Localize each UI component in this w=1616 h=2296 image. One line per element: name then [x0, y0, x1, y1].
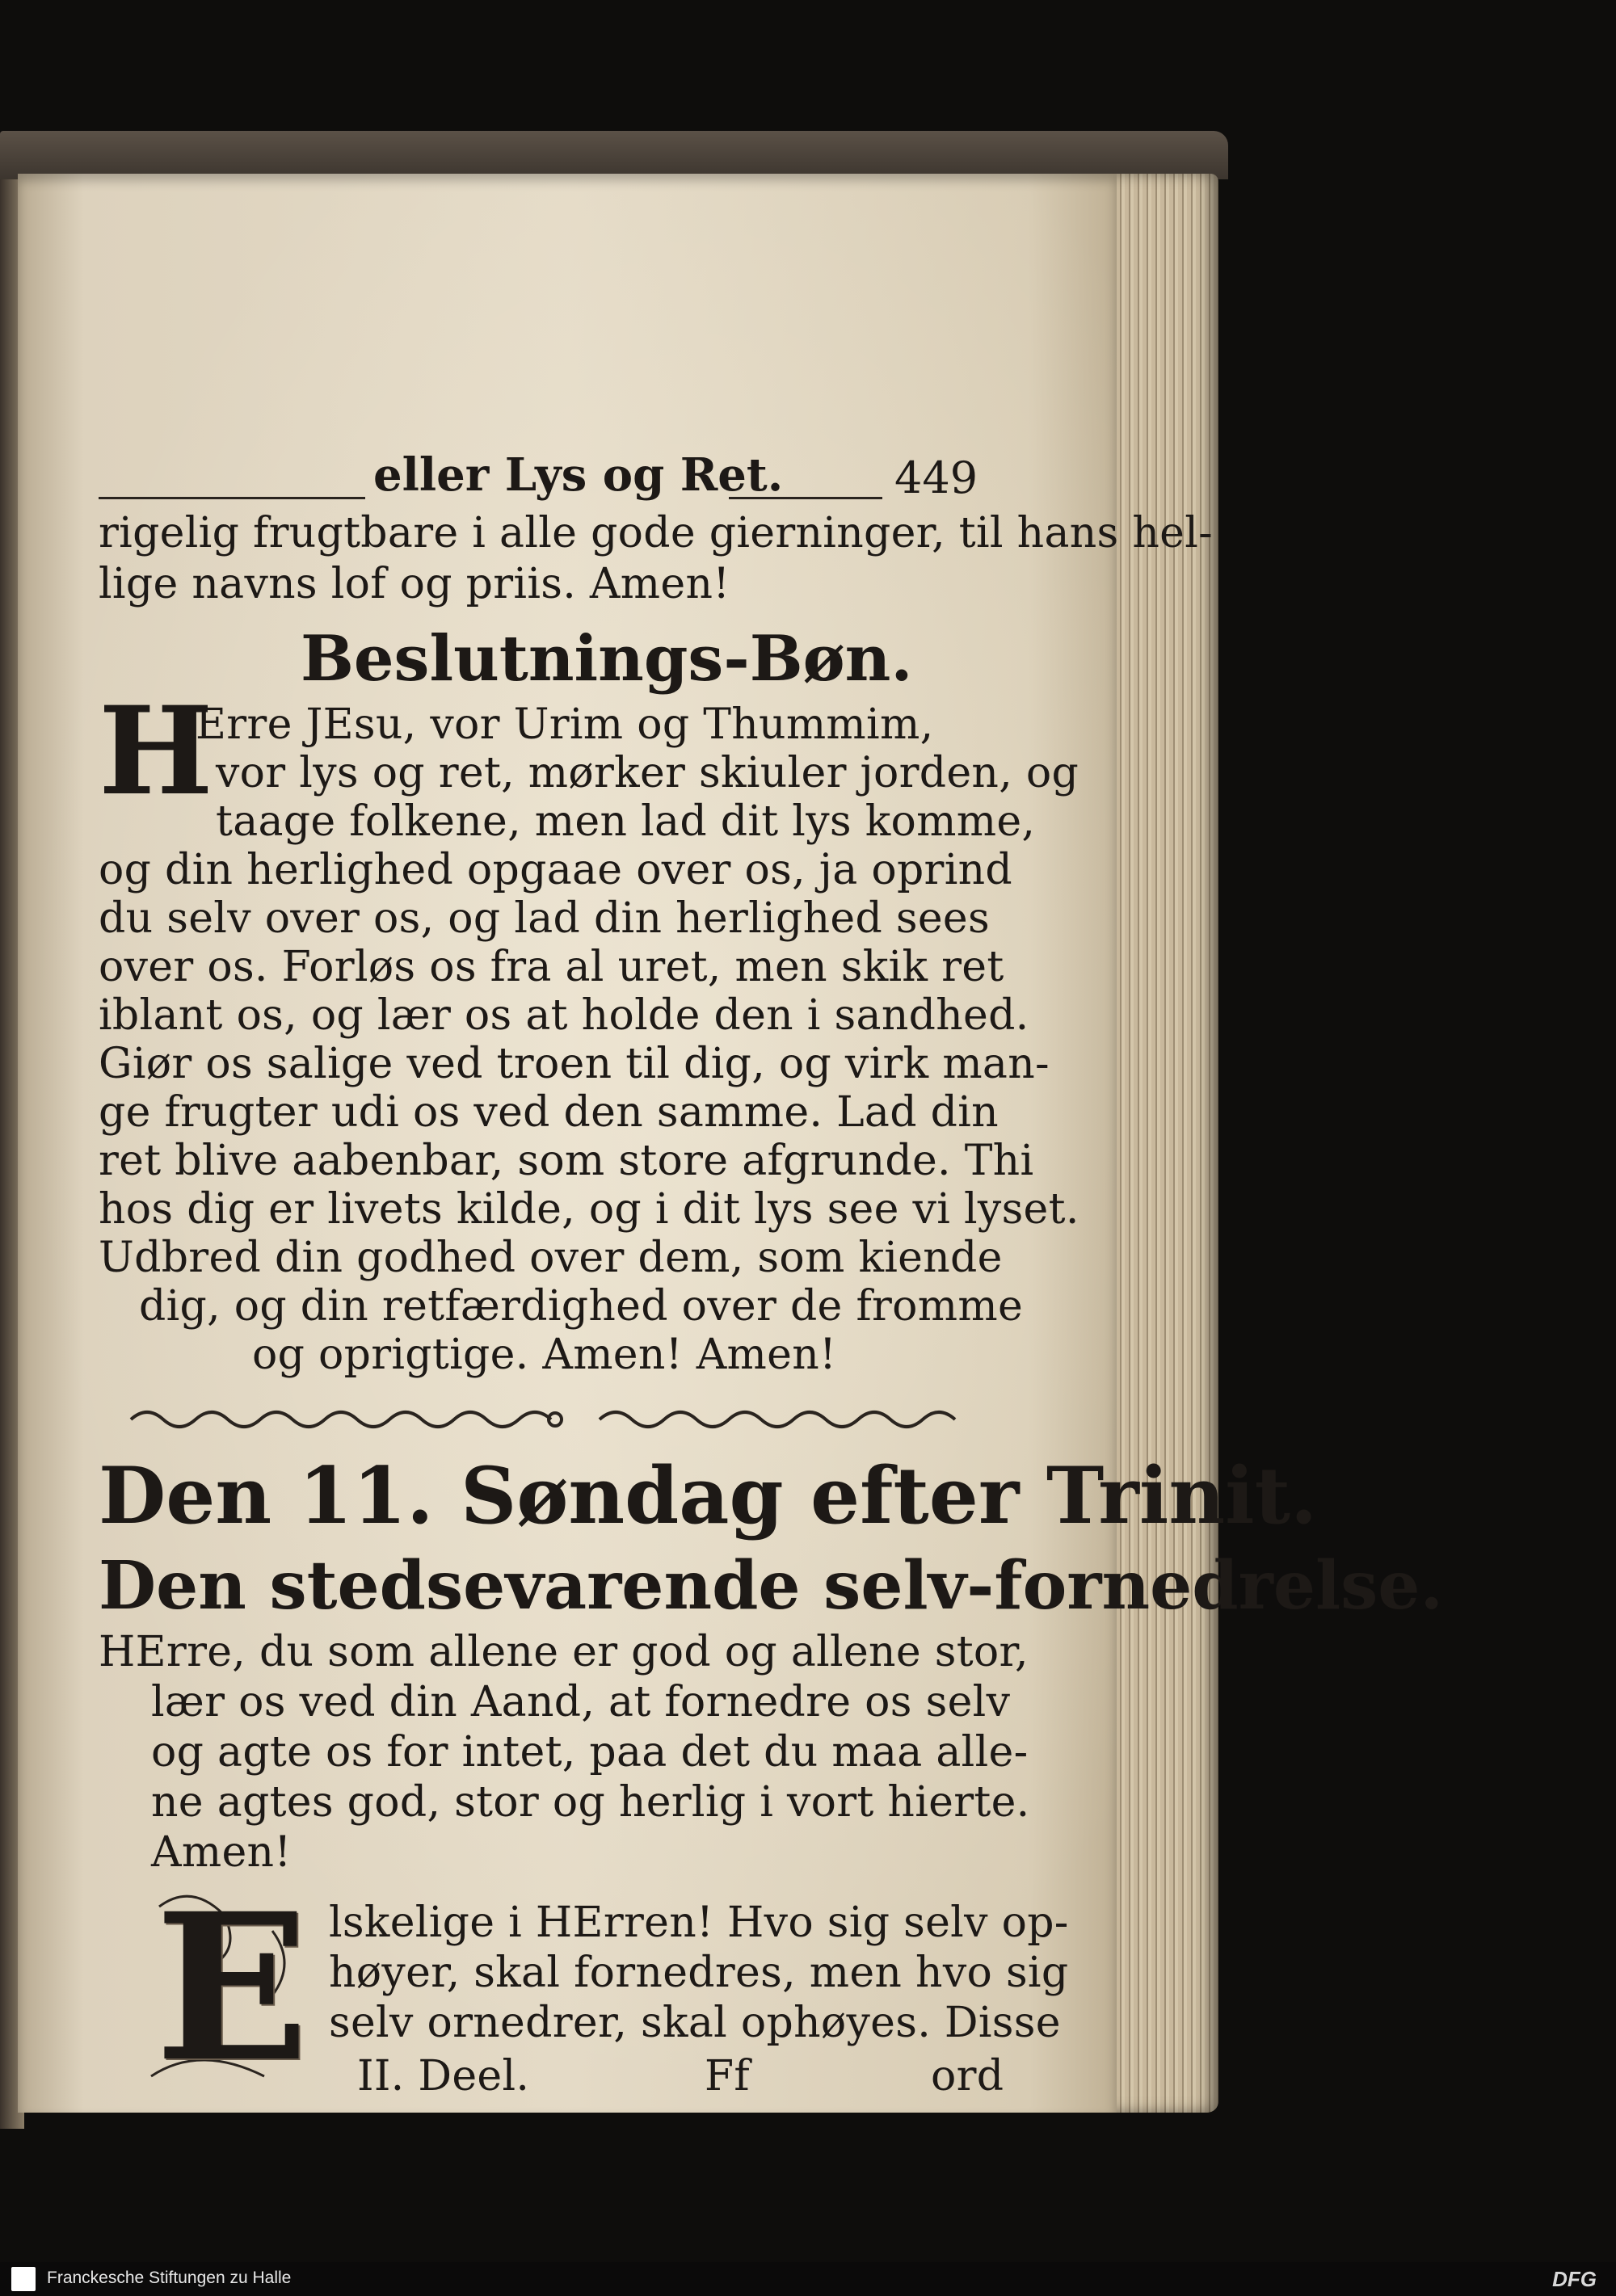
book-cover-edge [0, 131, 1228, 179]
text-line: vor lys og ret, mørker skiuler jorden, og [216, 749, 1079, 797]
text-line: og oprigtige. Amen! Amen! [252, 1331, 837, 1379]
text-line: over os. Forløs os fra al uret, men skik ret [99, 943, 1004, 991]
text-line: høyer, skal fornedres, men hvo sig [329, 1949, 1069, 1997]
text-line: ret blive aabenbar, som store afgrunde. Thi [99, 1137, 1034, 1185]
text-line: rigelig frugtbare i alle gode gierninger, til hans hel- [99, 509, 1214, 557]
text-line: dig, og din retfærdighed over de fromme [139, 1282, 1024, 1331]
text-line: du selv over os, og lad din herlighed sees [99, 894, 990, 943]
text-line: Udbred din godhed over dem, som kiende [99, 1234, 1003, 1282]
volume-signature: II. Deel. [357, 2052, 530, 2100]
text-line: lær os ved din Aand, at fornedre os selv [151, 1678, 1011, 1726]
text-line: Giør os salige ved troen til dig, og virk man- [99, 1040, 1050, 1088]
text-line: ge frugter udi os ved den samme. Lad din [99, 1088, 999, 1137]
text-line: taage folkene, men lad dit lys komme, [216, 797, 1036, 846]
text-line: HErre, du som allene er god og allene stor, [99, 1628, 1029, 1676]
text-line: Amen! [151, 1828, 292, 1877]
text-line: hos dig er livets kilde, og i dit lys see vi lyset. [99, 1185, 1079, 1234]
text-line: lskelige i HErren! Hvo sig selv op- [329, 1899, 1069, 1947]
running-title: eller Lys og Ret. [373, 448, 784, 502]
catchword: ord [931, 2052, 1004, 2100]
text-line: lige navns lof og priis. Amen! [99, 560, 730, 608]
sunday-title: Den 11. Søndag efter Trinit. [99, 1450, 1318, 1541]
section-heading: Beslutnings-Bøn. [301, 622, 913, 696]
drop-cap: H [99, 680, 213, 822]
text-line: iblant os, og lær os at holde den i sandhed. [99, 991, 1029, 1040]
text-line: og agte os for intet, paa det du maa alle- [151, 1728, 1029, 1777]
page-edges [1107, 174, 1218, 2113]
text-line: Erre JEsu, vor Urim og Thummim, [196, 700, 934, 749]
book-page [18, 174, 1444, 2113]
text-line: selv ornedrer, skal ophøyes. Disse [329, 1999, 1061, 2047]
gathering-mark: Ff [705, 2052, 750, 2100]
drop-cap: E [154, 1869, 309, 2106]
ornament-divider [127, 1403, 983, 1436]
page-number: 449 [894, 452, 978, 503]
text-line: og din herlighed opgaae over os, ja oprind [99, 846, 1013, 894]
institution-logo-icon [11, 2267, 36, 2291]
dfg-logo[interactable]: DFG [1552, 2267, 1597, 2291]
text-line: ne agtes god, stor og herlig i vort hierte. [151, 1778, 1030, 1827]
header-rule-left [99, 497, 365, 499]
sermon-subtitle: Den stedsevarende selv-fornedrelse. [99, 1547, 1444, 1625]
library-credit[interactable]: Franckesche Stiftungen zu Halle [47, 2269, 292, 2287]
